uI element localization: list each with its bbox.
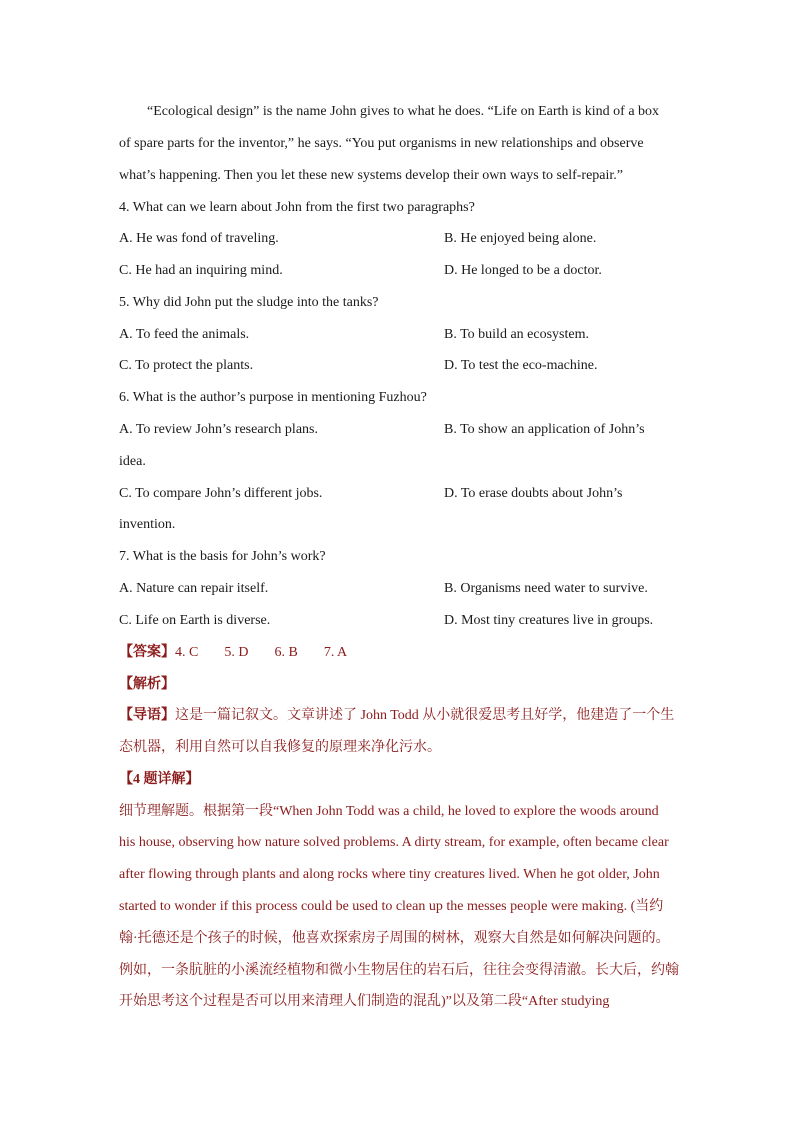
intro-line-2: 态机器，利用自然可以自我修复的原理来净化污水。 bbox=[119, 740, 441, 755]
question-6-option-d: D. To erase doubts about John’s bbox=[444, 486, 623, 501]
passage-line-2: of spare parts for the inventor,” he says. “You put organisms in new relationships and observe bbox=[119, 136, 644, 151]
answer-item: 4. C bbox=[175, 645, 199, 660]
question-4-option-b: B. He enjoyed being alone. bbox=[444, 231, 597, 246]
answer-item: 6. B bbox=[274, 645, 298, 660]
detail-line-2: his house, observing how nature solved problems. A dirty stream, for example, often became clear bbox=[119, 835, 669, 850]
question-7-option-c: C. Life on Earth is diverse. bbox=[119, 613, 271, 628]
question-6-option-b: B. To show an application of John’s bbox=[444, 422, 645, 437]
intro-text-1: 这是一篇记叙文。文章讲述了 John Todd 从小就很爱思考且好学，他建造了一个生 bbox=[175, 708, 675, 723]
answer-line bbox=[119, 644, 347, 662]
question-5-stem: 5. Why did John put the sludge into the tanks? bbox=[119, 295, 379, 310]
detail-line-1: 细节理解题。根据第一段“When John Todd was a child, he loved to explore the woods around bbox=[119, 804, 659, 819]
question-5-option-c: C. To protect the plants. bbox=[119, 358, 254, 373]
passage-line-3: what’s happening. Then you let these new systems develop their own ways to self-repair.” bbox=[119, 168, 624, 183]
question-5-option-b: B. To build an ecosystem. bbox=[444, 327, 589, 342]
intro-label: 【导语】 bbox=[119, 708, 175, 723]
question-7-stem: 7. What is the basis for John’s work? bbox=[119, 549, 326, 564]
question-7-option-d: D. Most tiny creatures live in groups. bbox=[444, 613, 654, 628]
question-4-stem: 4. What can we learn about John from the first two paragraphs? bbox=[119, 200, 475, 215]
question-7-option-b: B. Organisms need water to survive. bbox=[444, 581, 648, 596]
question-4-option-a: A. He was fond of traveling. bbox=[119, 231, 279, 246]
intro-line-1 bbox=[119, 707, 674, 725]
question-6-stem: 6. What is the author’s purpose in mentioning Fuzhou? bbox=[119, 390, 427, 405]
detail-line-6: 例如，一条肮脏的小溪流经植物和微小生物居住的岩石后，往往会变得清澈。长大后，约翰 bbox=[119, 963, 679, 978]
answer-item: 7. A bbox=[323, 645, 348, 660]
detail-line-4: started to wonder if this process could be used to clean up the messes people were making. (当约 bbox=[119, 899, 664, 914]
passage-line-1: “Ecological design” is the name John gives to what he does. “Life on Earth is kind of a box bbox=[147, 104, 660, 119]
detail-line-3: after flowing through plants and along rocks where tiny creatures lived. When he got older, John bbox=[119, 867, 660, 882]
question-7-option-a: A. Nature can repair itself. bbox=[119, 581, 269, 596]
question-5-option-a: A. To feed the animals. bbox=[119, 327, 250, 342]
detail-line-7: 开始思考这个过程是否可以用来清理人们制造的混乱)”以及第二段“After studying bbox=[119, 994, 610, 1009]
question-6-option-c: C. To compare John’s different jobs. bbox=[119, 486, 323, 501]
question-5-option-d: D. To test the eco-machine. bbox=[444, 358, 598, 373]
answer-label: 【答案】 bbox=[119, 645, 175, 660]
answer-item: 5. D bbox=[224, 645, 249, 660]
analysis-label: 【解析】 bbox=[119, 677, 175, 692]
question-6-option-d-continued: invention. bbox=[119, 517, 176, 532]
question-6-option-a: A. To review John’s research plans. bbox=[119, 422, 318, 437]
detail-line-5: 翰·托德还是个孩子的时候，他喜欢探索房子周围的树林，观察大自然是如何解决问题的。 bbox=[119, 931, 670, 946]
question-4-option-c: C. He had an inquiring mind. bbox=[119, 263, 283, 278]
question-4-option-d: D. He longed to be a doctor. bbox=[444, 263, 602, 278]
detail-label: 【4 题详解】 bbox=[119, 772, 200, 787]
question-6-option-b-continued: idea. bbox=[119, 454, 146, 469]
